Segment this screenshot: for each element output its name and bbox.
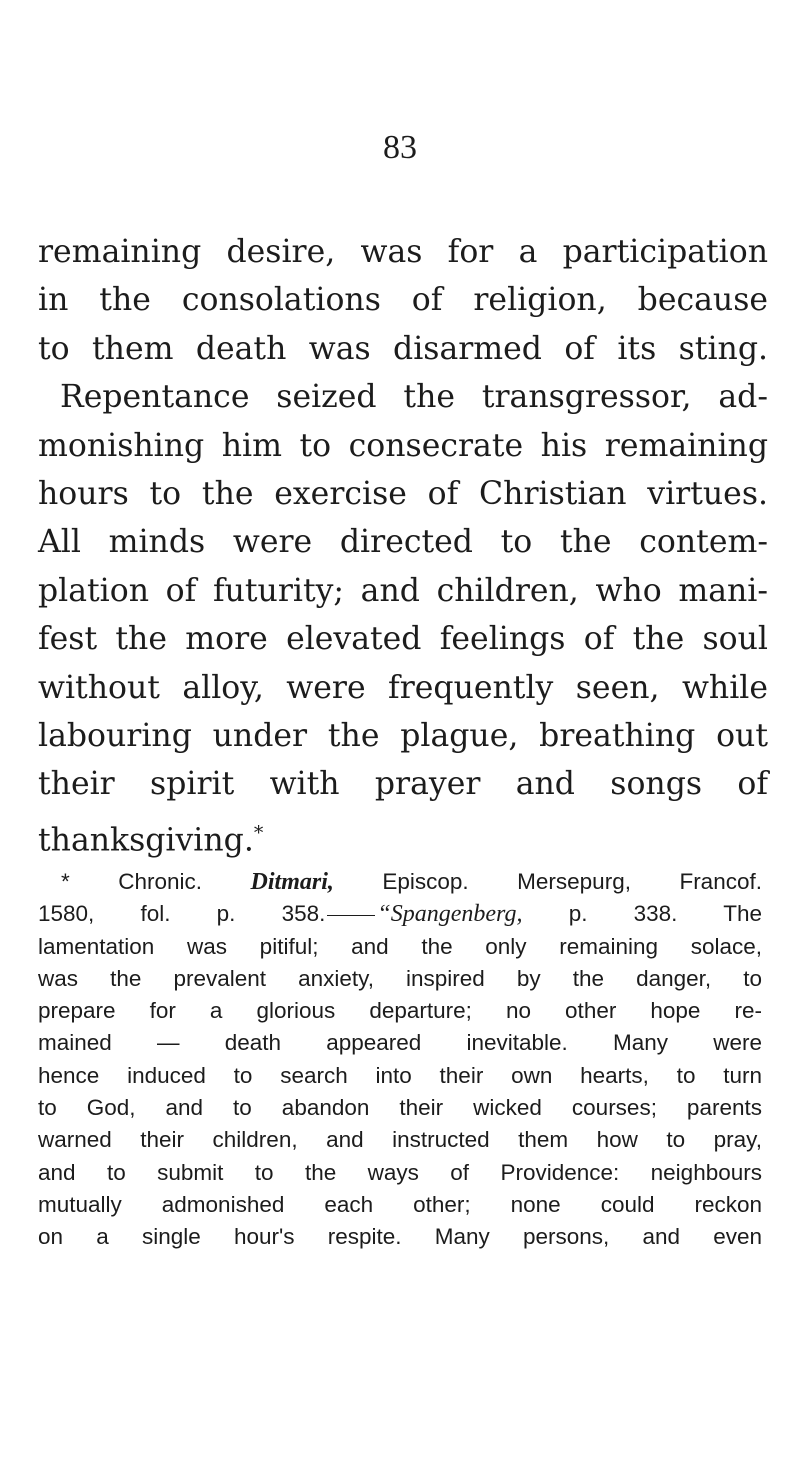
footnote-author-spangenberg: “Spangenberg, [377, 901, 523, 928]
text-line: to them death was disarmed of its sting. [38, 330, 768, 367]
em-dash-rule [327, 915, 375, 916]
footnote-line: to God, and to abandon their wicked courses; parents [38, 1095, 762, 1121]
footnote-citation-source: Episcop. Mersepurg, Francof. [382, 869, 762, 894]
text-line: fest the more elevated feelings of the soul [38, 621, 768, 658]
footnote-line [38, 898, 762, 930]
footnote-citation-edition: 1580, fol. p. 358. [38, 901, 326, 927]
footnote-line: hence induced to search into their own hearts, to turn [38, 1062, 762, 1088]
footnote-line: mained — death appeared inevitable. Many were [38, 1030, 762, 1056]
footnote-line: lamentation was pitiful; and the only remaining solace, [38, 933, 762, 959]
text-line: their spirit with prayer and songs of [38, 766, 768, 803]
text-line: plation of futurity; and children, who mani- [38, 572, 768, 609]
text-line: All minds were directed to the contem- [38, 524, 768, 561]
text-line: hours to the exercise of Christian virtues. [38, 476, 768, 513]
footnote-author-ditmari: Ditmari, [250, 869, 334, 895]
footnote-line: warned their children, and instructed them how to pray, [38, 1127, 762, 1153]
footnote-reference: * [253, 821, 264, 844]
text-line: remaining desire, was for a participation [38, 234, 768, 270]
text-line: monishing him to consecrate his remaining [38, 427, 768, 464]
page-number: 83 [383, 129, 417, 166]
last-line-text: thanksgiving. [38, 822, 254, 859]
footnote-line: was the prevalent anxiety, inspired by the danger, to [38, 965, 762, 991]
text-line-last [38, 809, 768, 865]
footnote-citation-start: * Chronic. [61, 869, 203, 894]
footnote-line: and to submit to the ways of Providence: neighbours [38, 1159, 762, 1185]
footnote-line: prepare for a glorious departure; no other hope re- [38, 998, 762, 1024]
text-line: without alloy, were frequently seen, while [38, 669, 768, 706]
text-line: labouring under the plague, breathing out [38, 718, 768, 755]
footnote [38, 866, 762, 1254]
footnote-line: on a single hour's respite. Many persons, and even [38, 1224, 762, 1250]
main-text [38, 228, 768, 865]
text-line: Repentance seized the transgressor, ad- [60, 379, 768, 416]
footnote-citation-page: p. 338. The [568, 901, 762, 927]
footnote-line: mutually admonished each other; none could reckon [38, 1191, 762, 1217]
footnote-line [38, 866, 762, 898]
text-line: in the consolations of religion, because [38, 282, 768, 319]
